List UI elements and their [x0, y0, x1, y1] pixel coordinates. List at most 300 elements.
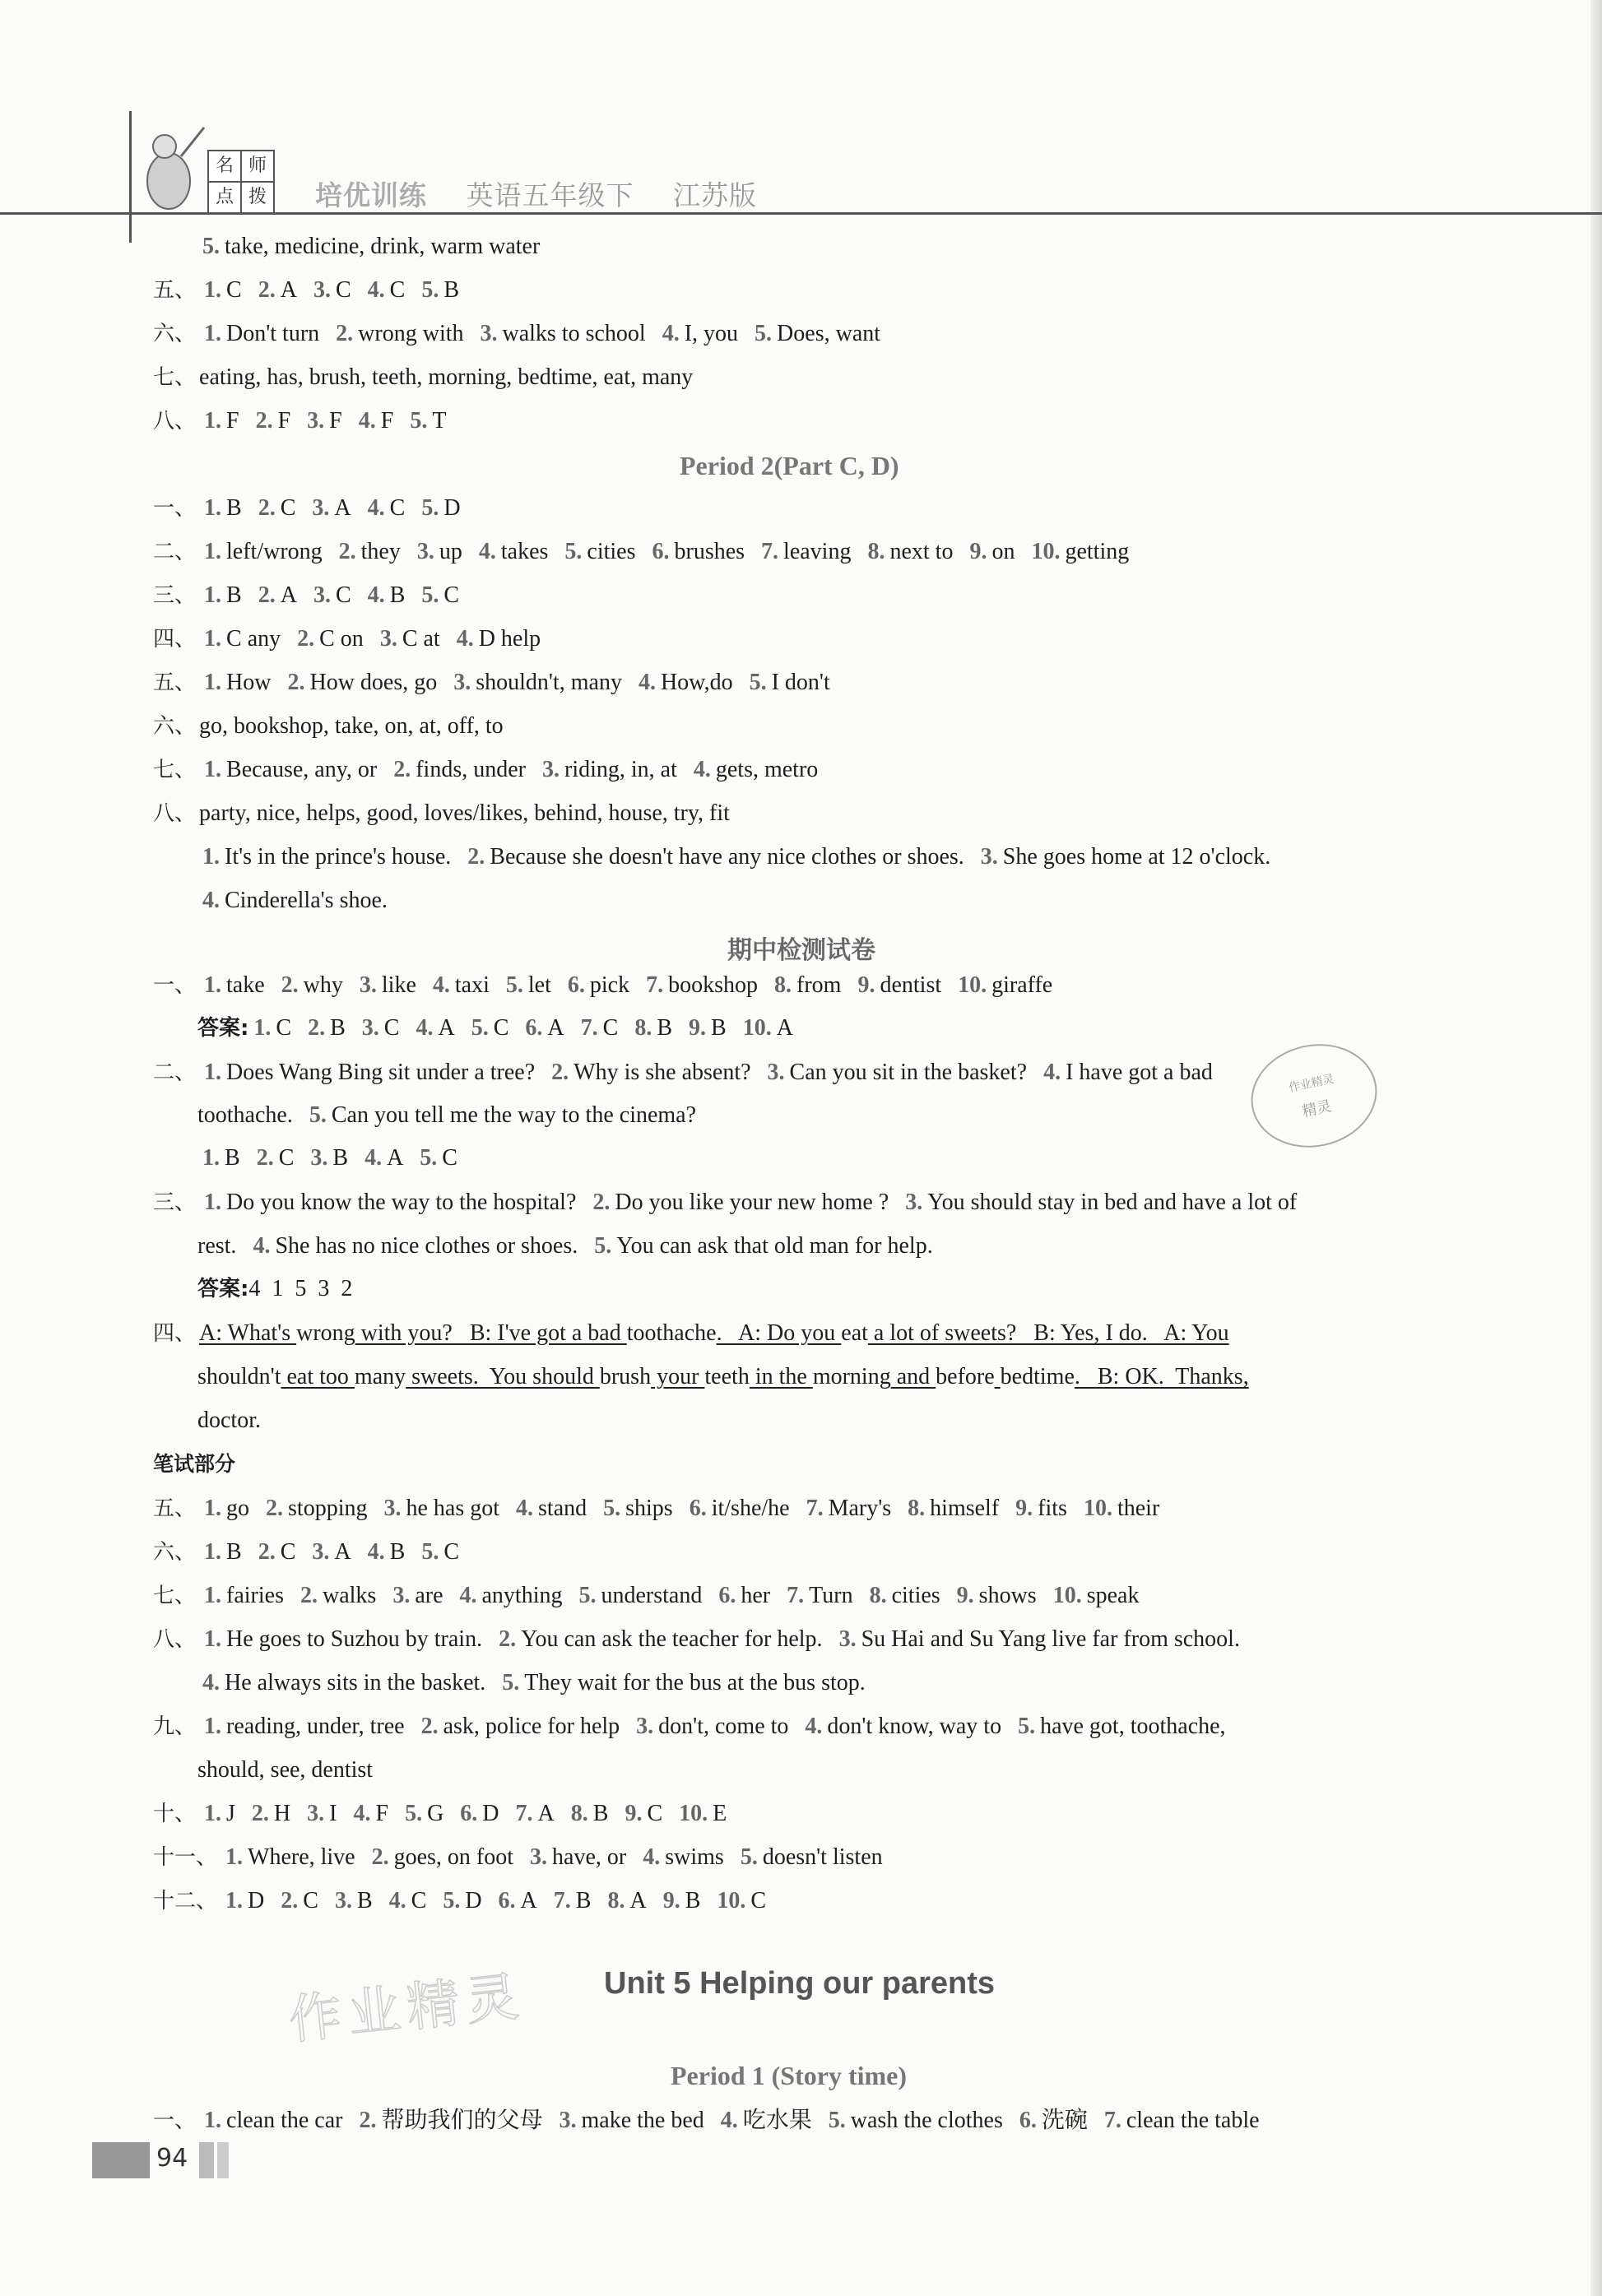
item-number: 4. [388, 1888, 406, 1913]
item-number: 3. [307, 1801, 325, 1826]
answer-text: A [438, 1015, 455, 1041]
answer-row [153, 319, 880, 349]
dialogue-line-1 [153, 1319, 1229, 1348]
item-number: 1. [204, 972, 222, 998]
item-number: 4. [456, 626, 474, 652]
answer-text: Why is she absent? [573, 1060, 751, 1085]
item-number: 8. [867, 539, 885, 564]
answer-text: C [750, 1888, 767, 1913]
answer-text: B [225, 1145, 240, 1171]
item-number: 9. [625, 1801, 643, 1826]
question-number: 一、 [153, 496, 197, 521]
item-number: 4. [478, 539, 496, 564]
answer-text: C [647, 1801, 663, 1826]
item-number: 2. [258, 495, 276, 521]
item-number: 1. [204, 1714, 222, 1739]
item-number: 3. [416, 539, 434, 564]
answer-text: party, nice, helps, good, loves/likes, behind, house, try, fit [199, 800, 730, 826]
item-number: 3. [361, 1015, 379, 1041]
item-number: 10. [1052, 1583, 1082, 1608]
answer-text: D [465, 1888, 482, 1913]
item-number: 2. [258, 277, 276, 303]
answer-text: A [629, 1888, 647, 1913]
answer-text: B [389, 1539, 406, 1565]
item-number: 3. [313, 277, 331, 303]
answer-text: toothache. [197, 1102, 293, 1128]
answer-text: B [657, 1015, 672, 1041]
answer-text: C [383, 1015, 400, 1041]
item-number: 1. [204, 1539, 222, 1565]
answer-text: B [332, 1145, 349, 1171]
question-number: 五、 [153, 278, 197, 303]
answer-text: gets, metro [715, 757, 819, 782]
question-number: 一、 [153, 2108, 197, 2133]
answer-text: 帮助我们的父母 [381, 2108, 543, 2133]
answer-text: 洗碗 [1041, 2108, 1088, 2133]
answer-text: let [527, 972, 551, 998]
answer-text: A [776, 1015, 793, 1041]
answer-text: B [711, 1015, 727, 1041]
item-number: 2. [255, 408, 273, 434]
answer-text: They wait for the bus at the bus stop. [524, 1670, 866, 1695]
answer-text: why [303, 972, 343, 998]
answer-text: Turn [809, 1583, 853, 1608]
answer-text: A [280, 582, 297, 608]
answer-text: F [329, 408, 342, 434]
item-number: 4. [253, 1233, 271, 1259]
answer-row [153, 2106, 1260, 2136]
answer-text: A [387, 1145, 404, 1171]
item-number: 9. [662, 1888, 680, 1913]
item-number: 5. [421, 1539, 439, 1565]
answer-text: C [303, 1888, 318, 1913]
item-number: 4. [367, 277, 385, 303]
underlined-word: eat too [281, 1364, 355, 1389]
question-number: 三、 [153, 583, 197, 608]
item-number: 5. [502, 1670, 520, 1695]
answer-text: Don't turn [226, 321, 320, 346]
answer-text: I [329, 1801, 337, 1826]
page-edge [1590, 0, 1602, 2296]
answer-row [153, 624, 541, 654]
item-number: 2. [338, 539, 356, 564]
answer-text: make the bed [581, 2108, 704, 2133]
item-number: 8. [869, 1583, 887, 1608]
answer-row [153, 1058, 1213, 1088]
answer-text: giraffe [991, 972, 1053, 998]
answer-text: Mary's [828, 1496, 892, 1521]
item-number: 6. [718, 1583, 736, 1608]
answer-text: he has got [406, 1496, 500, 1521]
item-number: 10. [1083, 1496, 1112, 1521]
item-number: 2. [551, 1060, 569, 1085]
item-number: 4. [643, 1844, 661, 1870]
item-number: 7. [787, 1583, 805, 1608]
answer-text: He goes to Suzhou by train. [226, 1626, 483, 1652]
answer-text: takes [500, 539, 549, 564]
answer-text: F [375, 1801, 389, 1826]
answer-text: riding, in, at [564, 757, 677, 782]
dialogue-text: before [936, 1364, 995, 1389]
item-number: 5. [421, 495, 439, 521]
written-section-label: 笔试部分 [153, 1452, 236, 1476]
item-number: 2. [499, 1626, 517, 1652]
answer-text: C [389, 277, 406, 303]
item-number: 2. [266, 1496, 284, 1521]
item-number: 9. [956, 1583, 974, 1608]
item-number: 1. [204, 1060, 222, 1085]
item-number: 4. [367, 582, 385, 608]
item-number: 1. [225, 1888, 244, 1913]
answer-row [153, 1843, 883, 1872]
answer-text: A [334, 1539, 351, 1565]
question-number: 六、 [153, 714, 197, 739]
item-number: 3. [312, 495, 330, 521]
item-number: 3. [530, 1844, 548, 1870]
item-number: 10. [742, 1015, 772, 1041]
period-1-title: Period 1 (Story time) [671, 2061, 908, 2090]
question-number: 十、 [153, 1802, 197, 1826]
item-number: 3. [392, 1583, 411, 1608]
item-number: 4. [365, 1145, 383, 1171]
answer-text: take, medicine, drink, warm water [225, 234, 541, 259]
answer-text: rest. [197, 1233, 237, 1259]
answer-text: clean the table [1126, 2108, 1260, 2133]
answer-text: should, see, dentist [197, 1757, 374, 1783]
item-number: 4. [202, 888, 220, 913]
subject-name: 英语五年级下 [466, 179, 634, 211]
item-number: 5. [421, 277, 439, 303]
answer-key-label: 答案: [197, 1277, 249, 1301]
answer-text: left/wrong [226, 539, 323, 564]
answer-key-label: 答案: [197, 1016, 249, 1041]
answer-text: C [442, 1145, 457, 1171]
item-number: 2. [592, 1190, 611, 1215]
answer-text: finds, under [416, 757, 526, 782]
answer-text: himself [930, 1496, 1000, 1521]
stamp-text-1: 作业精灵 [1287, 1072, 1335, 1095]
answer-text: She goes home at 12 o'clock. [1002, 844, 1271, 870]
answer-text: H [273, 1801, 291, 1826]
answer-text: 吃水果 [742, 2108, 812, 2133]
answer-text: go [226, 1496, 250, 1521]
question-number: 六、 [153, 1540, 197, 1565]
item-number: 4. [459, 1583, 477, 1608]
answer-text: swims [665, 1844, 724, 1870]
logo-char-4: 拨 [240, 181, 275, 214]
answer-text: C [493, 1015, 509, 1041]
answer-text: B [330, 1015, 346, 1041]
item-number: 1. [204, 495, 222, 521]
answer-text: Do you like your new home ? [615, 1190, 889, 1215]
answer-text: cities [891, 1583, 940, 1608]
item-number: 2. [308, 1015, 326, 1041]
item-number: 1. [204, 626, 222, 652]
item-number: 4. [432, 972, 450, 998]
item-number: 3. [905, 1190, 923, 1215]
answer-text: He always sits in the basket. [225, 1670, 486, 1695]
question-number: 六、 [153, 322, 197, 346]
answer-text: have, or [552, 1844, 627, 1870]
item-number: 2. [251, 1801, 269, 1826]
item-number: 5. [405, 1801, 423, 1826]
teacher-figure-icon [132, 123, 206, 214]
answer-text: B [389, 582, 406, 608]
item-number: 1. [204, 1496, 222, 1521]
answer-text: You can ask that old man for help. [616, 1233, 933, 1259]
answer-text: How does, go [309, 670, 438, 695]
item-number: 1. [204, 408, 222, 434]
answer-text: How [226, 670, 272, 695]
answer-text: her [741, 1583, 771, 1608]
item-number: 5. [828, 2108, 846, 2133]
underlined-word: your [651, 1364, 705, 1389]
item-number: 10. [958, 972, 987, 998]
answer-row [153, 276, 459, 305]
answer-text: on [991, 539, 1015, 564]
logo-char-2: 师 [240, 150, 275, 183]
logo-char-3: 点 [207, 181, 242, 214]
answer-text: C [335, 277, 351, 303]
item-number: 4. [693, 757, 711, 782]
item-number: 1. [204, 277, 222, 303]
answer-text: I have got a bad [1066, 1060, 1213, 1085]
item-number: 3. [383, 1496, 402, 1521]
item-number: 8. [570, 1801, 588, 1826]
answer-text: You should stay in bed and have a lot of [927, 1190, 1298, 1215]
item-number: 2. [393, 757, 411, 782]
answer-text: clean the car [226, 2108, 343, 2133]
answer-text: Does, want [777, 321, 881, 346]
answer-text: taxi [454, 972, 490, 998]
answer-row [153, 1799, 727, 1829]
answer-text: go, bookshop, take, on, at, off, to [199, 713, 504, 739]
answer-text: doesn't listen [762, 1844, 883, 1870]
item-number: 4. [720, 2108, 738, 2133]
item-number: 4. [662, 321, 680, 346]
item-number: 1. [204, 1626, 222, 1652]
answer-text: bookshop [668, 972, 759, 998]
item-number: 5. [410, 408, 428, 434]
page-number-text: 94 [156, 2144, 188, 2173]
item-number: 2. [420, 1714, 439, 1739]
underlined-word: in the [749, 1364, 813, 1389]
answer-text: You can ask the teacher for help. [521, 1626, 823, 1652]
midterm-title: 期中检测试卷 [727, 936, 875, 965]
answer-row [197, 1668, 866, 1698]
answer-text: B [226, 582, 242, 608]
item-number: 7. [580, 1015, 598, 1041]
dialogue-line-2 [197, 1362, 1249, 1392]
item-number: 6. [652, 539, 670, 564]
item-number: 5. [1018, 1714, 1036, 1739]
item-number: 6. [567, 972, 585, 998]
item-number: 9. [689, 1015, 706, 1041]
watermark: 作业精灵 [286, 1966, 528, 2052]
answer-text: A [334, 495, 351, 521]
answer-text: it/she/he [711, 1496, 790, 1521]
item-number: 3. [313, 582, 331, 608]
dialogue-text: toothache [626, 1320, 717, 1346]
underlined-word: and [890, 1364, 936, 1389]
header-rule [0, 212, 1602, 215]
question-number: 三、 [153, 1190, 197, 1215]
page-number-bar [92, 2142, 150, 2178]
answer-row [197, 1143, 457, 1173]
item-number: 10. [679, 1801, 708, 1826]
answer-text: dentist [880, 972, 942, 998]
answer-text: I don't [771, 670, 830, 695]
brand-logo [132, 123, 280, 214]
item-number: 6. [460, 1801, 478, 1826]
answer-text: don't, come to [658, 1714, 789, 1739]
question-number: 七、 [153, 365, 197, 390]
answer-row [153, 537, 1129, 567]
answer-row [153, 799, 730, 828]
item-number: 4. [516, 1496, 534, 1521]
unit-title: Unit 5 Helping our parents [604, 1966, 996, 2001]
answer-text: speak [1086, 1583, 1140, 1608]
answer-text: cities [587, 539, 636, 564]
item-number: 3. [838, 1626, 857, 1652]
item-number: 3. [312, 1539, 330, 1565]
item-number: 4. [202, 1670, 220, 1695]
item-number: 4. [416, 1015, 434, 1041]
item-number: 2. [467, 844, 485, 870]
answer-text: from [796, 972, 842, 998]
item-number: 5. [578, 1583, 597, 1608]
answer-text: B [226, 495, 242, 521]
answer-row [197, 1101, 696, 1130]
item-number: 5. [564, 539, 583, 564]
book-title [315, 174, 787, 213]
answer-text: C [411, 1888, 427, 1913]
item-number: 3. [480, 321, 498, 346]
item-number: 7. [761, 539, 779, 564]
item-number: 9. [1015, 1496, 1033, 1521]
logo-char-1: 名 [207, 150, 242, 183]
answer-row [153, 1625, 1240, 1654]
question-number: 八、 [153, 409, 197, 434]
answer-text: shows [978, 1583, 1037, 1608]
item-number: 4. [367, 1539, 385, 1565]
dialogue-text: brush [599, 1364, 652, 1389]
item-number: 5. [749, 670, 767, 695]
item-number: 1. [204, 670, 222, 695]
series-name: 培优训练 [315, 179, 427, 211]
question-number: 七、 [153, 758, 197, 782]
item-number: 5. [594, 1233, 612, 1259]
item-number: 1. [204, 321, 222, 346]
stamp-text-2: 精灵 [1300, 1097, 1334, 1121]
item-number: 6. [498, 1888, 516, 1913]
answer-text: walks to school [502, 321, 646, 346]
item-number: 1. [225, 1844, 244, 1870]
dialogue-line-3 [197, 1406, 261, 1436]
answer-row [197, 232, 540, 262]
item-number: 5. [603, 1496, 621, 1521]
answer-text: getting [1065, 539, 1130, 564]
period-2-title: Period 2(Part C, D) [680, 451, 899, 480]
item-number: 10. [1031, 539, 1061, 564]
item-number: 3. [559, 2108, 577, 2133]
stamp [1242, 1032, 1386, 1158]
item-number: 7. [553, 1888, 571, 1913]
answer-text: up [439, 539, 462, 564]
answer-text: leaving [783, 539, 852, 564]
item-number: 8. [607, 1888, 625, 1913]
question-number: 五、 [153, 1496, 197, 1521]
answer-row [153, 668, 830, 698]
answer-text: ask, police for help [443, 1714, 620, 1739]
answer-text: Where, live [248, 1844, 355, 1870]
item-number: 7. [1103, 2108, 1121, 2133]
dialogue-text: shouldn't [197, 1364, 281, 1389]
question-number: 一、 [153, 973, 197, 998]
question-number: 四、 [153, 1321, 197, 1346]
answer-text: Can you sit in the basket? [789, 1060, 1028, 1085]
item-number: 1. [204, 539, 222, 564]
answer-text: C [280, 1539, 296, 1565]
page-number-bar-3 [217, 2142, 229, 2178]
answer-text: C [389, 495, 406, 521]
item-number: 2. [258, 1539, 276, 1565]
item-number: 5. [443, 1888, 461, 1913]
item-number: 1. [204, 582, 222, 608]
answer-text: C [280, 495, 296, 521]
answer-row [153, 406, 446, 436]
answer-text: A [520, 1888, 537, 1913]
question-number: 八、 [153, 801, 197, 826]
answer-row [153, 494, 461, 523]
answer-text: B [226, 1539, 242, 1565]
item-number: 1. [253, 1015, 272, 1041]
answer-row [153, 1712, 1226, 1742]
answer-text: B [685, 1888, 701, 1913]
answer-text: C [278, 1145, 295, 1171]
answer-text: walks [322, 1583, 377, 1608]
answer-text: understand [601, 1583, 703, 1608]
item-number: 5. [309, 1102, 327, 1128]
answer-text: F [226, 408, 239, 434]
item-number: 1. [204, 1801, 222, 1826]
item-number: 3. [359, 972, 377, 998]
answer-text: C at [402, 626, 440, 652]
answer-text: goes, on foot [393, 1844, 514, 1870]
item-number: 1. [202, 844, 220, 870]
answer-text: C [276, 1015, 292, 1041]
answer-text: wrong with [358, 321, 464, 346]
item-number: 3. [310, 1145, 328, 1171]
question-number: 二、 [153, 1060, 197, 1085]
answer-text: C on [319, 626, 364, 652]
underlined-word: A: What's [199, 1320, 297, 1346]
question-number: 九、 [153, 1714, 197, 1739]
answer-text: reading, under, tree [226, 1714, 405, 1739]
dialogue-text: wrong [296, 1320, 355, 1346]
item-number: 3. [307, 408, 325, 434]
item-number: 1. [204, 2108, 222, 2133]
item-number: 8. [634, 1015, 652, 1041]
item-number: 7. [646, 972, 664, 998]
answer-text: stopping [288, 1496, 368, 1521]
answer-text: D help [478, 626, 541, 652]
answer-text: It's in the prince's house. [225, 844, 452, 870]
answer-text: are [415, 1583, 443, 1608]
dialogue-text: teeth [704, 1364, 750, 1389]
answer-text: Because she doesn't have any nice clothes or shoes. [490, 844, 964, 870]
underlined-word: sweets. You should [406, 1364, 600, 1389]
